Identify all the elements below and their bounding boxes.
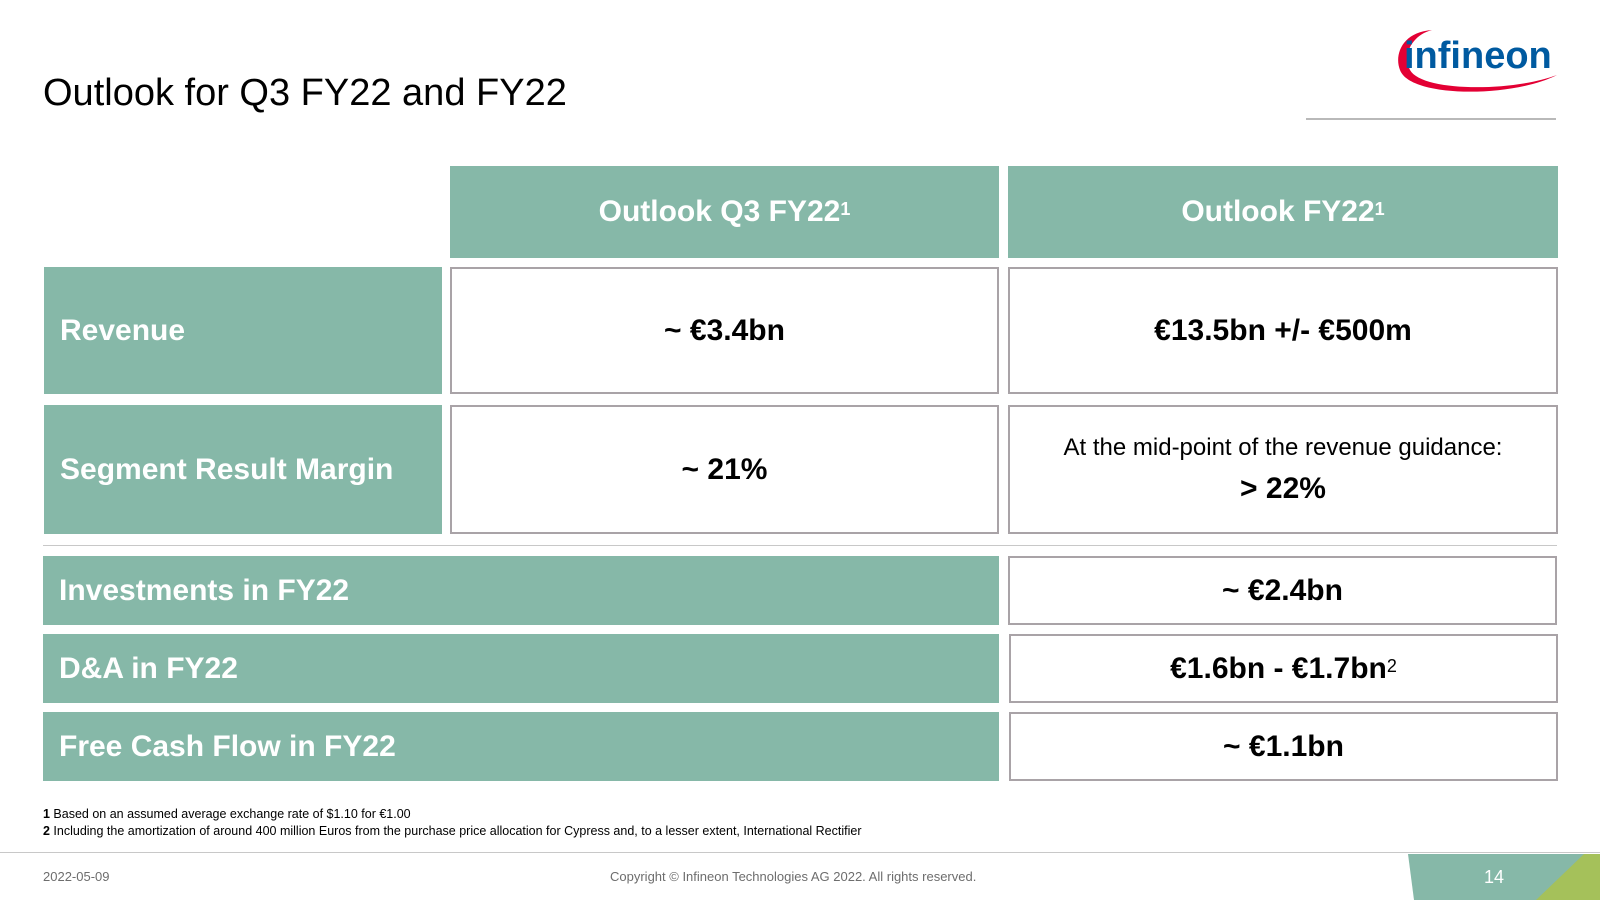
footnotes [43,806,862,840]
revenue-q3-value: ~ €3.4bn [450,267,999,394]
page-title: Outlook for Q3 FY22 and FY22 [43,72,567,114]
investments-value: ~ €2.4bn [1008,556,1557,625]
revenue-fy-value: €13.5bn +/- €500m [1008,267,1558,394]
da-value: €1.6bn - €1.7bn [1170,651,1387,685]
logo-text: infineon [1404,35,1552,77]
footnote-2 [43,823,862,840]
margin-fy-note: At the mid-point of the revenue guidance: [1063,433,1503,461]
section-divider [43,545,1557,546]
footer-divider [0,852,1600,853]
page-number: 14 [1484,867,1505,887]
footnote-number: 2 [43,824,50,838]
footnote-1 [43,806,862,823]
infineon-logo [1392,20,1560,100]
row-label-revenue: Revenue [44,267,442,394]
header-fy-label: Outlook FY22 [1181,195,1375,228]
row-label-da: D&A in FY22 [43,634,999,703]
da-value-cell: €1.6bn - €1.7bn $^2$ [1009,634,1558,703]
row-label-segment-result-margin: Segment Result Margin [44,405,442,534]
header-q3-label: Outlook Q3 FY22 [598,195,841,228]
margin-fy-cell [1008,405,1558,534]
free-cash-flow-value: ~ €1.1bn [1009,712,1558,781]
logo-divider [1306,118,1556,120]
footnote-text: Based on an assumed average exchange rate of $1.10 for €1.00 [49,807,411,821]
header-outlook-q3: Outlook Q3 FY22 $^1$ [450,166,999,258]
row-label-investments: Investments in FY22 [43,556,999,625]
footer-copyright: Copyright © Infineon Technologies AG 2022. All rights reserved. [610,869,977,884]
header-outlook-fy: Outlook FY22 $^1$ [1008,166,1558,258]
margin-q3-value: ~ 21% [450,405,999,534]
footnote-text: Including the amortization of around 400 million Euros from the purchase price allocation for Cypress and, to a lesser extent, International Rectifier [49,824,862,838]
footer-date: 2022-05-09 [43,869,110,884]
row-label-free-cash-flow: Free Cash Flow in FY22 [43,712,999,781]
footnote-number: 1 [43,807,50,821]
margin-fy-value: > 22% [1240,471,1326,505]
